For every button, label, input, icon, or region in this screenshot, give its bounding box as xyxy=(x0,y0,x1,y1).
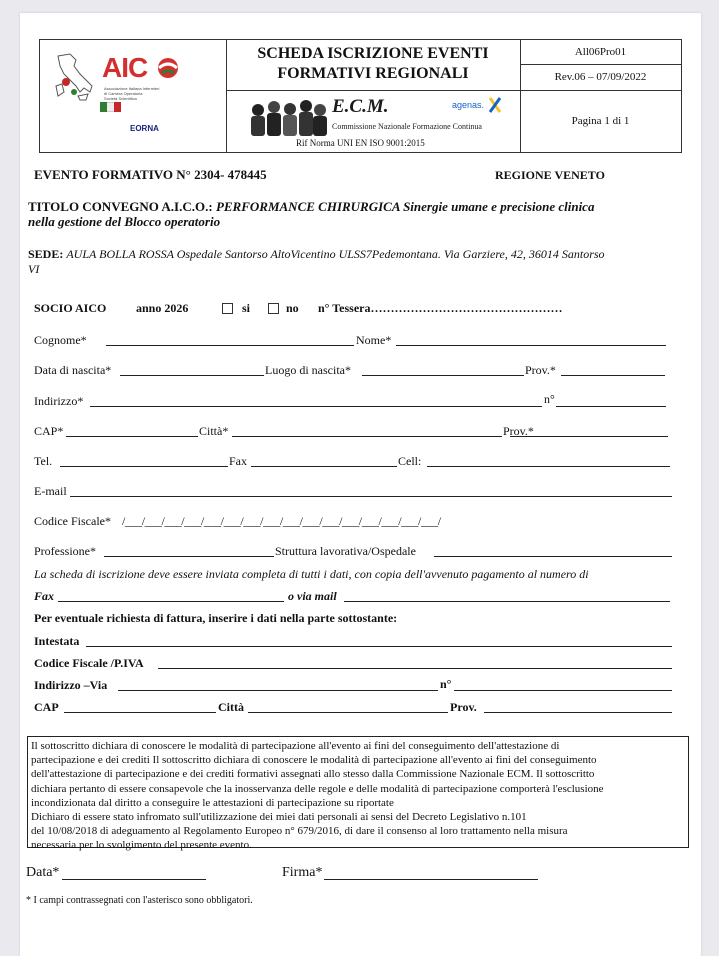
invoice-city-label: Città xyxy=(218,700,244,714)
name-field[interactable] xyxy=(396,345,666,346)
cell-field[interactable] xyxy=(427,466,670,467)
profession-label: Professione* xyxy=(34,544,96,558)
invoice-holder-field[interactable] xyxy=(86,646,672,647)
member-yes-checkbox[interactable] xyxy=(222,303,233,314)
surname-label: Cognome* xyxy=(34,333,87,347)
event-region: REGIONE VENETO xyxy=(495,168,605,182)
invoice-tax-label: Codice Fiscale /P.IVA xyxy=(34,656,144,670)
birth-prov-label: Prov.* xyxy=(525,363,556,377)
aico-logo-text: AIC xyxy=(102,52,148,83)
invoice-number-label: n° xyxy=(440,677,452,691)
birth-place-field[interactable] xyxy=(362,375,524,376)
city-field[interactable] xyxy=(232,436,502,437)
tax-code-boxes[interactable]: /___/___/___/___/___/___/___/___/___/___/___/___/___/___/___/___/ xyxy=(122,514,441,528)
member-no-checkbox[interactable] xyxy=(268,303,279,314)
address-number-label: n° xyxy=(544,392,555,406)
instructions-mail-label: o via mail xyxy=(288,589,337,603)
invoice-tax-field[interactable] xyxy=(158,668,672,669)
member-year: anno 2026 xyxy=(136,301,189,315)
consent-line: Il sottoscritto dichiara di conoscere le modalità di partecipazione all'evento ai fini del conseguimento dell'attestazione di xyxy=(31,740,560,752)
form-title: SCHEDA ISCRIZIONE EVENTI FORMATIVI REGIONALI xyxy=(257,45,489,82)
invoice-heading: Per eventuale richiesta di fattura, inserire i dati nella parte sottostante: xyxy=(34,611,398,625)
address-label: Indirizzo* xyxy=(34,394,84,408)
invoice-address-label: Indirizzo –Via xyxy=(34,678,108,692)
form-page xyxy=(20,13,701,956)
member-label: SOCIO AICO xyxy=(34,301,107,315)
doc-revision: Rev.06 – 07/09/2022 xyxy=(554,71,647,83)
eorna-logo-text: EORNA xyxy=(130,124,159,133)
agenas-logo-text: agenas. xyxy=(452,100,485,110)
invoice-cap-field[interactable] xyxy=(64,712,216,713)
member-no-label: no xyxy=(286,301,299,315)
header-table xyxy=(39,39,682,153)
birth-date-label: Data di nascita* xyxy=(34,363,112,377)
cap-label: CAP* xyxy=(34,424,64,438)
birth-date-field[interactable] xyxy=(120,375,264,376)
tax-code-label: Codice Fiscale* xyxy=(34,514,111,528)
required-note: * I campi contrassegnati con l'asterisco sono obbligatori. xyxy=(26,895,253,906)
invoice-cap-label: CAP xyxy=(34,700,59,714)
instructions-text: La scheda di iscrizione deve essere inviata completa di tutti i dati, con copia dell'avvenuto pagamento al numero di xyxy=(34,567,589,581)
people-group-icon xyxy=(248,98,328,136)
member-yes-label: si xyxy=(242,301,251,315)
consent-line: partecipazione e dei crediti Il sottoscritto dichiara di conoscere le modalità di partecipazione all'evento ai fini del conseguimento xyxy=(31,754,597,767)
member-card-field[interactable]: n° Tessera………………………………………… xyxy=(318,301,563,315)
signature-label: Firma* xyxy=(282,865,323,880)
consent-line: dichiara pertanto di essere consapevole che la inosservanza delle regole e delle modalità di partecipazione comporterà l'esclusione xyxy=(31,782,604,795)
doc-page: Pagina 1 di 1 xyxy=(571,115,630,127)
workplace-field[interactable] xyxy=(434,556,672,557)
address-number-field[interactable] xyxy=(556,406,666,407)
consent-line: necessaria per lo svolgimento del presente evento. xyxy=(31,839,252,852)
eorna-flag-icon xyxy=(100,102,122,112)
consent-box xyxy=(27,736,689,852)
invoice-address-field[interactable] xyxy=(118,690,438,691)
email-field[interactable] xyxy=(70,496,672,497)
email-label: E-mail xyxy=(34,484,67,498)
invoice-holder-label: Intestata xyxy=(34,634,80,648)
consent-line: del 10/08/2018 di adeguamento al Regolamento Europeo n° 679/2016, di dare il consenso al loro trattamento nella misura xyxy=(31,825,568,838)
profession-field[interactable] xyxy=(104,556,274,557)
date-field[interactable] xyxy=(62,879,206,880)
venue: SEDE: AULA BOLLA ROSSA Ospedale Santorso AltoVicentino ULSS7Pedemontana. Via Garziere, 42, 36014 Santorso VI xyxy=(28,247,605,276)
instructions-mail-field[interactable] xyxy=(344,601,670,602)
fax-field[interactable] xyxy=(251,466,397,467)
address-field[interactable] xyxy=(90,406,542,407)
consent-line: dell'attestazione di partecipazione e dei crediti formativi assegnati allo stesso dalla Commissione Nazionale ECM. Il sottoscritto xyxy=(31,768,595,781)
city-label: Città* xyxy=(199,424,229,438)
invoice-city-field[interactable] xyxy=(248,712,448,713)
consent-line: Dichiaro di essere stato infromato sull'utilizzazione dei miei dati personali ai sensi del Decreto Legislativo n.101 xyxy=(31,811,527,824)
date-label: Data* xyxy=(26,865,60,880)
aico-logo-o-icon xyxy=(156,56,180,80)
name-label: Nome* xyxy=(356,333,392,347)
surname-field[interactable] xyxy=(106,345,354,346)
ecm-title: E.C.M. xyxy=(332,96,389,117)
invoice-prov-field[interactable] xyxy=(484,712,672,713)
invoice-prov-label: Prov. xyxy=(450,700,477,714)
consent-line: incondizionata dal diritto a conseguire le attestazioni di partecipazione su riportate xyxy=(31,796,394,809)
ecm-subtitle: Commissione Nazionale Formazione Continua xyxy=(332,122,482,131)
doc-code: All06Pro01 xyxy=(574,46,627,58)
cap-field[interactable] xyxy=(66,436,198,437)
prov-label: Prov.* xyxy=(503,424,534,438)
event-number: EVENTO FORMATIVO N° 2304- 478445 xyxy=(34,167,267,182)
tel-field[interactable] xyxy=(60,466,228,467)
aico-logo-subtitle: Associazione Italiana Infermieri di Camera Operatoria Società Scientifica xyxy=(104,86,160,101)
instructions-fax-field[interactable] xyxy=(58,601,284,602)
fax-label: Fax xyxy=(229,454,247,468)
iso-norm: Rif Norma UNI EN ISO 9001:2015 xyxy=(296,138,425,148)
birth-place-label: Luogo di nascita* xyxy=(265,363,351,377)
invoice-number-field[interactable] xyxy=(454,690,672,691)
italy-map-icon xyxy=(50,52,98,104)
instructions-fax-label: Fax xyxy=(34,589,55,603)
signature-field[interactable] xyxy=(324,879,538,880)
birth-prov-field[interactable] xyxy=(561,375,665,376)
cell-label: Cell: xyxy=(398,454,422,468)
agenas-logo-icon xyxy=(488,96,502,114)
course-title: TITOLO CONVEGNO A.I.C.O.: PERFORMANCE CHIRURGICA Sinergie umane e precisione clinica nella gestione del Blocco operatorio xyxy=(28,199,595,229)
prov-field[interactable] xyxy=(510,436,668,437)
tel-label: Tel. xyxy=(34,454,53,468)
workplace-label: Struttura lavorativa/Ospedale xyxy=(275,544,416,558)
